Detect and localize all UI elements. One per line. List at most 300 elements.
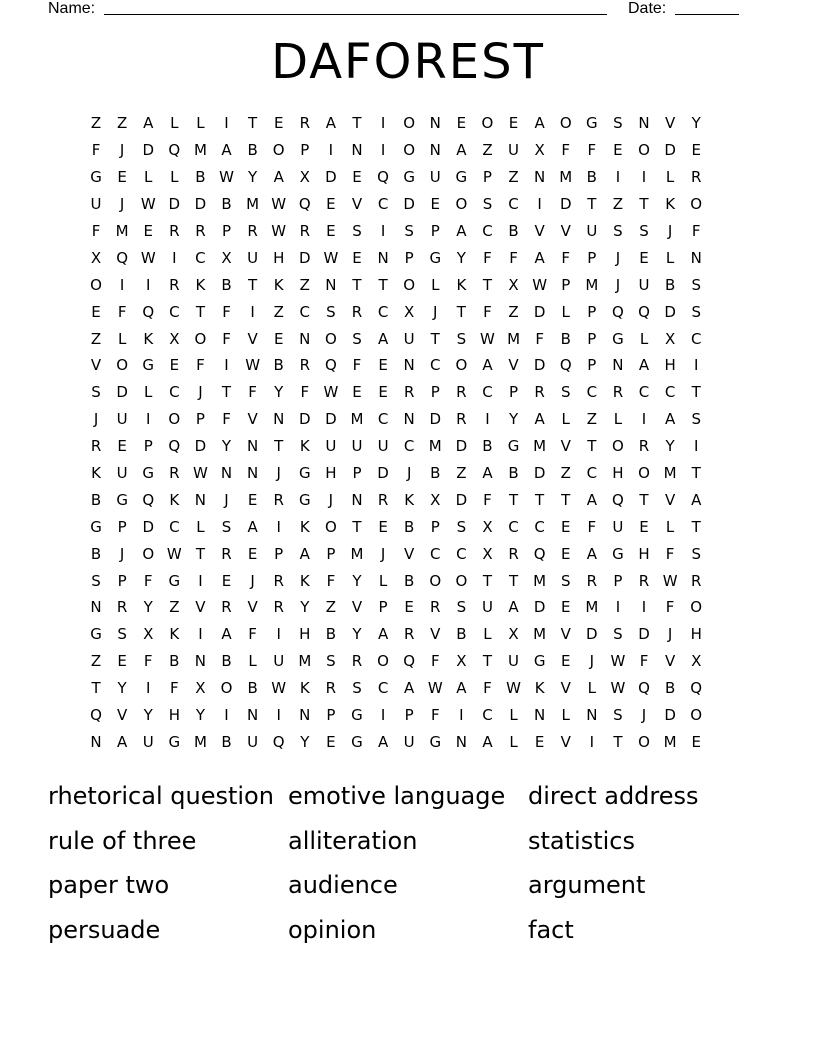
grid-letter: Q <box>90 706 102 725</box>
grid-letter: M <box>193 141 207 160</box>
grid-row <box>83 594 733 621</box>
grid-letter: I <box>146 410 151 429</box>
grid-letter: Q <box>559 356 572 375</box>
grid-letter: B <box>90 490 102 509</box>
grid-letter: J <box>93 410 99 429</box>
grid-letter: M <box>350 410 364 429</box>
grid-letter: E <box>117 652 127 671</box>
grid-letter: O <box>638 732 650 751</box>
grid-letter: J <box>433 302 438 321</box>
grid-letter: U <box>508 652 520 671</box>
grid-letter: R <box>612 383 624 402</box>
grid-letter: M <box>115 222 129 240</box>
grid-letter: S <box>456 329 467 348</box>
grid-letter: R <box>273 598 284 617</box>
grid-letter: Y <box>274 383 284 402</box>
grid-letter: V <box>560 732 571 751</box>
grid-letter: F <box>665 598 675 617</box>
grid-letter: J <box>615 275 621 294</box>
grid-letter: T <box>613 732 623 751</box>
grid-letter: R <box>456 410 467 429</box>
grid-letter: I <box>380 114 386 133</box>
grid-letter: I <box>615 168 621 187</box>
grid-letter: T <box>561 490 571 509</box>
grid-letter: W <box>427 679 443 698</box>
grid-letter: L <box>117 329 127 348</box>
grid-letter: D <box>533 464 546 483</box>
grid-letter: X <box>456 652 467 671</box>
grid-letter: Z <box>586 410 597 429</box>
grid-letter: I <box>693 356 699 375</box>
grid-letter: P <box>404 706 414 725</box>
grid-letter: G <box>612 329 624 348</box>
grid-letter: W <box>140 248 156 267</box>
grid-letter: U <box>273 652 285 671</box>
grid-row <box>83 728 733 755</box>
grid-letter: N <box>246 437 259 456</box>
grid-letter: N <box>690 248 702 267</box>
grid-letter: T <box>352 517 362 536</box>
grid-letter: P <box>430 222 440 240</box>
grid-letter: P <box>195 410 205 429</box>
grid-letter: D <box>377 464 389 483</box>
grid-letter: E <box>639 248 649 267</box>
grid-letter: T <box>430 329 440 348</box>
grid-letter: M <box>298 652 312 671</box>
grid-letter: U <box>429 168 441 187</box>
grid-letter: U <box>586 222 598 240</box>
grid-letter: E <box>352 248 362 267</box>
grid-letter: A <box>638 356 650 375</box>
grid-letter: I <box>641 410 647 429</box>
grid-letter: V <box>351 195 363 214</box>
grid-letter: K <box>169 625 180 644</box>
grid-letter: C <box>456 544 467 563</box>
grid-row <box>83 675 733 702</box>
grid-letter: O <box>559 114 572 133</box>
word-list-item: alliteration <box>288 826 418 855</box>
grid-letter: K <box>299 679 310 698</box>
grid-letter: W <box>271 195 287 214</box>
grid-letter: N <box>638 114 650 133</box>
grid-letter: V <box>560 222 571 240</box>
grid-letter: T <box>482 652 493 671</box>
grid-letter: X <box>508 625 519 644</box>
grid-letter: V <box>560 679 571 698</box>
grid-letter: A <box>691 490 702 509</box>
grid-letter: P <box>587 356 597 375</box>
grid-letter: E <box>91 302 101 321</box>
grid-letter: W <box>480 329 495 348</box>
grid-row <box>83 433 733 460</box>
grid-letter: P <box>117 571 127 590</box>
grid-letter: L <box>196 114 205 133</box>
grid-letter: L <box>639 329 649 348</box>
grid-letter: I <box>224 356 229 375</box>
grid-letter: B <box>404 571 415 590</box>
grid-letter: T <box>456 302 466 321</box>
grid-letter: P <box>482 168 492 187</box>
grid-letter: F <box>430 652 440 671</box>
grid-letter: T <box>91 679 101 698</box>
grid-row <box>83 486 733 513</box>
grid-letter: J <box>328 490 334 509</box>
grid-letter: J <box>667 625 673 644</box>
grid-row <box>83 406 733 433</box>
grid-letter: X <box>430 490 441 509</box>
grid-letter: U <box>351 437 363 456</box>
grid-letter: J <box>224 490 229 509</box>
grid-letter: Y <box>352 625 362 644</box>
grid-letter: A <box>247 517 258 536</box>
grid-letter: U <box>247 732 259 751</box>
word-list <box>48 776 768 954</box>
grid-letter: E <box>691 732 701 751</box>
grid-letter: O <box>377 652 389 671</box>
grid-letter: E <box>352 168 362 187</box>
grid-letter: P <box>143 437 153 456</box>
grid-letter: Z <box>90 114 102 133</box>
grid-letter: V <box>351 598 363 617</box>
grid-letter: I <box>589 732 595 751</box>
grid-row <box>83 164 733 191</box>
grid-row <box>83 191 733 218</box>
grid-letter: D <box>664 706 676 725</box>
grid-letter: M <box>350 544 364 563</box>
grid-letter: R <box>273 571 284 590</box>
grid-letter: N <box>612 356 624 375</box>
grid-letter: V <box>90 356 102 375</box>
grid-letter: N <box>586 706 598 725</box>
grid-letter: L <box>509 732 518 751</box>
grid-letter: C <box>638 383 650 402</box>
grid-letter: V <box>560 437 571 456</box>
grid-letter: R <box>273 490 284 509</box>
grid-letter: Y <box>456 248 466 267</box>
grid-letter: B <box>247 679 258 698</box>
grid-letter: D <box>533 302 546 321</box>
grid-letter: E <box>456 114 467 133</box>
grid-letter: N <box>90 732 102 751</box>
grid-letter: Q <box>612 490 624 509</box>
grid-letter: E <box>430 195 440 214</box>
grid-letter: P <box>274 544 284 563</box>
grid-letter: A <box>534 248 545 267</box>
grid-letter: D <box>116 383 128 402</box>
grid-letter: L <box>561 302 570 321</box>
grid-letter: L <box>509 706 518 725</box>
grid-letter: D <box>299 410 311 429</box>
grid-letter: Q <box>324 356 337 375</box>
grid-letter: I <box>380 706 386 725</box>
grid-letter: B <box>508 222 519 240</box>
grid-letter: A <box>586 490 597 509</box>
grid-letter: Y <box>117 679 127 698</box>
grid-letter: F <box>561 141 571 160</box>
grid-letter: D <box>325 168 337 187</box>
grid-row <box>83 648 733 675</box>
grid-letter: I <box>276 625 281 644</box>
grid-letter: N <box>220 464 233 483</box>
grid-letter: P <box>430 517 440 536</box>
grid-letter: H <box>638 544 650 563</box>
grid-letter: I <box>119 275 125 294</box>
grid-letter: E <box>143 222 153 240</box>
grid-letter: X <box>143 625 154 644</box>
grid-letter: I <box>224 706 229 725</box>
grid-letter: F <box>483 302 492 321</box>
grid-letter: O <box>403 141 416 160</box>
grid-letter: C <box>508 517 519 536</box>
grid-letter: G <box>90 517 102 536</box>
grid-letter: D <box>664 141 676 160</box>
grid-letter: L <box>170 168 179 187</box>
grid-letter: F <box>222 410 231 429</box>
grid-letter: T <box>378 275 388 294</box>
grid-letter: S <box>456 517 467 536</box>
grid-letter: T <box>587 195 597 214</box>
grid-letter: D <box>455 490 468 509</box>
grid-letter: M <box>246 195 260 214</box>
grid-letter: U <box>481 598 493 617</box>
grid-letter: C <box>377 679 389 698</box>
grid-letter: C <box>690 329 702 348</box>
grid-letter: H <box>325 464 337 483</box>
grid-letter: F <box>222 329 231 348</box>
grid-letter: D <box>325 410 337 429</box>
word-list-item: statistics <box>528 826 635 855</box>
grid-letter: O <box>481 114 494 133</box>
grid-letter: W <box>271 222 287 240</box>
grid-letter: F <box>483 248 492 267</box>
grid-letter: C <box>482 222 493 240</box>
grid-letter: H <box>612 464 624 483</box>
grid-letter: J <box>198 383 203 402</box>
grid-letter: I <box>146 275 151 294</box>
grid-letter: V <box>534 222 545 240</box>
grid-letter: E <box>534 732 545 751</box>
grid-letter: Y <box>143 598 153 617</box>
grid-letter: F <box>300 383 310 402</box>
grid-letter: A <box>586 544 597 563</box>
grid-letter: P <box>561 275 571 294</box>
grid-letter: A <box>221 141 232 160</box>
grid-letter: O <box>194 329 207 348</box>
grid-letter: I <box>537 195 542 214</box>
grid-letter: V <box>430 625 441 644</box>
grid-letter: X <box>508 275 519 294</box>
grid-letter: L <box>483 625 492 644</box>
grid-letter: P <box>613 571 623 590</box>
grid-letter: V <box>247 410 258 429</box>
grid-letter: E <box>221 571 232 590</box>
grid-letter: K <box>299 571 310 590</box>
grid-letter: J <box>615 248 621 267</box>
grid-letter: M <box>663 464 677 483</box>
grid-row <box>83 379 733 406</box>
grid-letter: O <box>220 679 233 698</box>
grid-letter: J <box>119 141 125 160</box>
grid-letter: A <box>534 410 545 429</box>
grid-letter: J <box>250 571 255 590</box>
grid-letter: E <box>691 141 701 160</box>
grid-letter: Y <box>352 571 362 590</box>
grid-letter: W <box>323 248 339 267</box>
grid-letter: R <box>586 571 598 590</box>
grid-letter: Z <box>560 464 571 483</box>
grid-letter: U <box>612 517 624 536</box>
grid-letter: P <box>509 383 519 402</box>
grid-letter: O <box>429 571 442 590</box>
grid-letter: L <box>561 410 570 429</box>
grid-letter: C <box>430 356 441 375</box>
grid-letter: N <box>351 490 363 509</box>
grid-row <box>83 110 733 137</box>
grid-letter: U <box>377 437 389 456</box>
grid-letter: N <box>299 329 311 348</box>
grid-letter: Q <box>533 544 546 563</box>
grid-letter: G <box>507 437 520 456</box>
grid-letter: I <box>224 114 229 133</box>
grid-letter: N <box>194 490 207 509</box>
grid-letter: C <box>299 302 311 321</box>
grid-letter: R <box>169 275 180 294</box>
grid-letter: G <box>168 732 181 751</box>
grid-letter: A <box>404 679 415 698</box>
grid-letter: E <box>560 652 571 671</box>
grid-letter: Z <box>299 275 310 294</box>
grid-letter: D <box>299 248 311 267</box>
grid-letter: N <box>194 652 207 671</box>
grid-letter: J <box>589 652 595 671</box>
grid-letter: U <box>325 437 337 456</box>
grid-letter: Q <box>612 302 624 321</box>
grid-row <box>83 218 733 245</box>
grid-letter: D <box>194 195 207 214</box>
grid-letter: W <box>506 679 521 698</box>
grid-letter: V <box>664 652 676 671</box>
grid-letter: Z <box>325 598 337 617</box>
grid-letter: G <box>351 732 363 751</box>
grid-letter: A <box>325 114 337 133</box>
grid-letter: G <box>533 652 546 671</box>
grid-letter: E <box>378 517 388 536</box>
grid-letter: I <box>693 437 699 456</box>
grid-letter: C <box>377 410 389 429</box>
grid-letter: O <box>455 195 468 214</box>
grid-letter: C <box>508 195 519 214</box>
grid-letter: Y <box>300 598 310 617</box>
grid-letter: F <box>561 248 571 267</box>
grid-letter: E <box>378 383 388 402</box>
grid-letter: F <box>352 356 362 375</box>
word-list-item: persuade <box>48 915 161 944</box>
grid-letter: F <box>143 652 153 671</box>
grid-letter: M <box>193 732 207 751</box>
grid-letter: W <box>245 356 261 375</box>
grid-letter: P <box>352 464 362 483</box>
grid-letter: L <box>665 168 675 187</box>
grid-letter: N <box>455 732 467 751</box>
grid-letter: R <box>221 598 232 617</box>
grid-letter: Z <box>508 168 519 187</box>
grid-letter: X <box>169 329 180 348</box>
grid-letter: E <box>169 356 180 375</box>
grid-letter: I <box>146 679 151 698</box>
grid-letter: E <box>560 598 571 617</box>
grid-letter: O <box>690 195 703 214</box>
grid-letter: U <box>247 248 259 267</box>
grid-letter: A <box>482 464 493 483</box>
grid-letter: Z <box>117 114 128 133</box>
grid-letter: E <box>117 168 127 187</box>
grid-letter: W <box>219 168 234 187</box>
grid-letter: A <box>482 356 493 375</box>
grid-letter: S <box>352 329 362 348</box>
grid-letter: R <box>169 222 180 240</box>
grid-letter: B <box>430 464 441 483</box>
grid-letter: U <box>403 329 415 348</box>
grid-letter: F <box>665 544 675 563</box>
grid-letter: Z <box>508 302 519 321</box>
grid-letter: Q <box>690 679 703 698</box>
grid-letter: I <box>250 302 255 321</box>
grid-letter: R <box>430 598 441 617</box>
grid-letter: X <box>404 302 415 321</box>
grid-letter: O <box>324 329 337 348</box>
grid-letter: G <box>351 706 363 725</box>
grid-letter: I <box>172 248 177 267</box>
grid-letter: Z <box>90 652 102 671</box>
grid-letter: O <box>690 598 703 617</box>
grid-letter: A <box>664 410 676 429</box>
grid-letter: R <box>90 437 102 456</box>
grid-letter: B <box>221 275 232 294</box>
grid-letter: E <box>326 195 336 214</box>
grid-letter: M <box>533 571 547 590</box>
grid-letter: I <box>380 222 386 240</box>
grid-letter: E <box>352 383 362 402</box>
grid-row <box>83 702 733 729</box>
grid-letter: Q <box>377 168 389 187</box>
grid-letter: W <box>323 383 339 402</box>
grid-letter: N <box>246 706 259 725</box>
grid-letter: B <box>221 195 232 214</box>
worksheet-header <box>48 0 748 20</box>
grid-letter: X <box>221 248 232 267</box>
grid-letter: T <box>482 571 493 590</box>
grid-letter: S <box>560 571 571 590</box>
grid-letter: T <box>352 114 362 133</box>
date-label: Date: <box>628 0 667 17</box>
grid-letter: R <box>299 356 311 375</box>
grid-letter: S <box>691 544 701 563</box>
grid-letter: C <box>377 302 389 321</box>
grid-letter: C <box>664 383 676 402</box>
grid-letter: K <box>299 517 310 536</box>
grid-letter: R <box>690 168 702 187</box>
grid-letter: C <box>169 383 180 402</box>
grid-letter: I <box>485 410 490 429</box>
grid-letter: J <box>406 464 412 483</box>
grid-row <box>83 540 733 567</box>
grid-letter: S <box>456 598 467 617</box>
grid-letter: K <box>143 329 154 348</box>
grid-letter: Y <box>195 706 205 725</box>
grid-letter: N <box>429 141 441 160</box>
grid-letter: Q <box>403 652 416 671</box>
grid-letter: S <box>352 222 362 240</box>
